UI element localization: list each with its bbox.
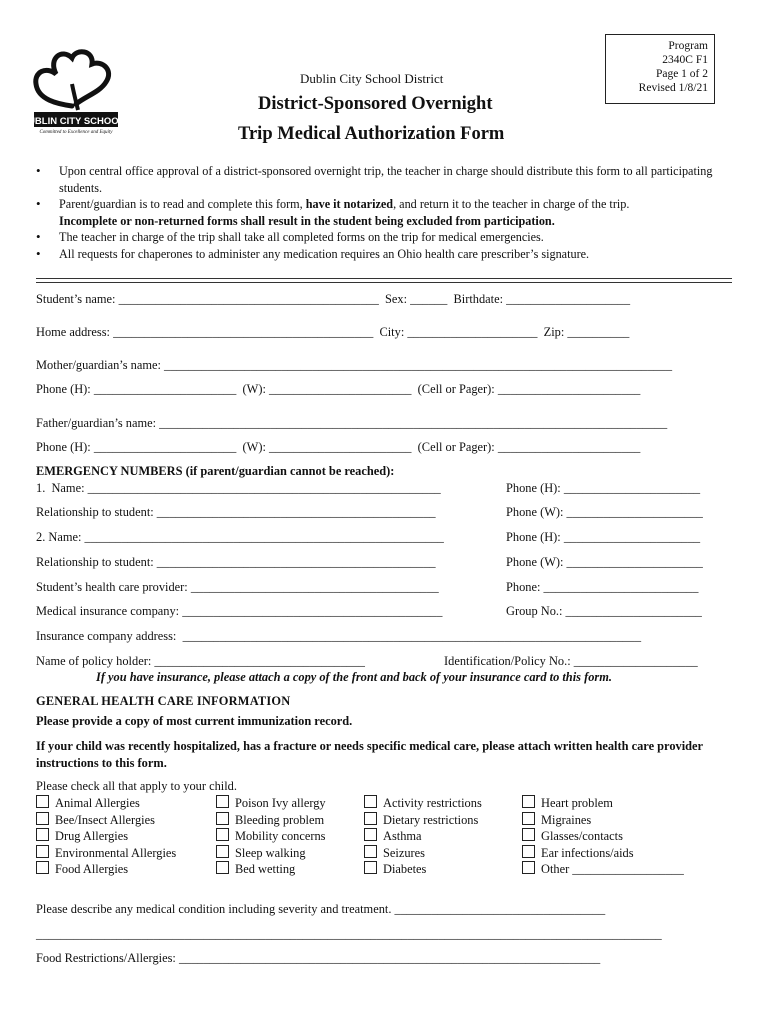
checkbox-icon[interactable] bbox=[522, 861, 535, 874]
checkbox-icon[interactable] bbox=[36, 795, 49, 808]
checkbox-icon[interactable] bbox=[364, 812, 377, 825]
program-code: 2340C F1 bbox=[662, 54, 708, 66]
father-phone-field[interactable]: Phone (H): _______________________ (W): _______________________ (Cell or Pager): _______________________ bbox=[36, 440, 641, 454]
condition-checkbox[interactable]: Ear infections/aids bbox=[522, 845, 684, 862]
medical-condition-field-line-2[interactable]: _____________________________________________________________________________________________________ bbox=[36, 927, 662, 941]
condition-checkbox[interactable]: Bed wetting bbox=[216, 861, 326, 878]
checkbox-icon[interactable] bbox=[364, 845, 377, 858]
condition-checkbox[interactable]: Sleep walking bbox=[216, 845, 326, 862]
divider bbox=[36, 278, 732, 279]
policy-holder-field[interactable]: Name of policy holder: __________________________________ bbox=[36, 654, 366, 668]
policy-number-field[interactable]: Identification/Policy No.: ____________________ bbox=[444, 654, 698, 668]
emergency-2-name-field[interactable]: 2. Name: __________________________________________________________ bbox=[36, 530, 444, 544]
checkbox-icon[interactable] bbox=[216, 795, 229, 808]
condition-checkbox[interactable]: Mobility concerns bbox=[216, 828, 326, 845]
checkbox-icon[interactable] bbox=[364, 861, 377, 874]
emergency-1-relationship-field[interactable]: Relationship to student: _____________________________________________ bbox=[36, 505, 436, 519]
instruction-item: • Parent/guardian is to read and complete this form, have it notarized, and return it to the teacher in charge of the trip. Incomplete or non-returned forms shall result in the student being excluded from participation. bbox=[36, 196, 736, 229]
checkbox-icon[interactable] bbox=[364, 795, 377, 808]
condition-checkbox[interactable]: Poison Ivy allergy bbox=[216, 795, 326, 812]
checklist-column-4 bbox=[522, 795, 684, 878]
checklist-column-2 bbox=[216, 795, 326, 878]
checkbox-icon[interactable] bbox=[522, 795, 535, 808]
checkbox-icon[interactable] bbox=[36, 812, 49, 825]
checkbox-icon[interactable] bbox=[216, 828, 229, 841]
insurance-address-field[interactable]: Insurance company address: __________________________________________________________________________ bbox=[36, 629, 642, 643]
provider-phone-field[interactable]: Phone: _________________________ bbox=[506, 580, 699, 594]
hospitalized-note: If your child was recently hospitalized, has a fracture or needs specific medical care, please attach written health care provider instructions to this form. bbox=[36, 739, 703, 770]
checkbox-icon[interactable] bbox=[216, 845, 229, 858]
condition-checkbox[interactable]: Activity restrictions bbox=[364, 795, 482, 812]
condition-checkbox[interactable]: Other __________________ bbox=[522, 861, 684, 878]
emergency-1-phone-h-field[interactable]: Phone (H): ______________________ bbox=[506, 481, 701, 495]
condition-checkbox[interactable]: Bleeding problem bbox=[216, 812, 326, 829]
condition-checkbox[interactable]: Diabetes bbox=[364, 861, 482, 878]
revised-date: Revised 1/8/21 bbox=[638, 82, 708, 94]
checkbox-icon[interactable] bbox=[522, 845, 535, 858]
condition-checkbox[interactable]: Glasses/contacts bbox=[522, 828, 684, 845]
form-title-line-1: District-Sponsored Overnight bbox=[258, 94, 493, 114]
condition-checkbox[interactable]: Environmental Allergies bbox=[36, 845, 176, 862]
district-name: Dublin City School District bbox=[300, 71, 444, 86]
health-provider-field[interactable]: Student’s health care provider: ________________________________________ bbox=[36, 580, 439, 594]
emergency-2-relationship-field[interactable]: Relationship to student: _____________________________________________ bbox=[36, 555, 436, 569]
instruction-item: • All requests for chaperones to administer any medication requires an Ohio health care prescriber’s signature. bbox=[36, 246, 736, 263]
form-title-line-2: Trip Medical Authorization Form bbox=[238, 124, 505, 144]
condition-checkbox[interactable]: Dietary restrictions bbox=[364, 812, 482, 829]
condition-checkbox[interactable]: Migraines bbox=[522, 812, 684, 829]
condition-checkbox[interactable]: Seizures bbox=[364, 845, 482, 862]
food-restrictions-field[interactable]: Food Restrictions/Allergies: ____________________________________________________________________ bbox=[36, 951, 601, 965]
checklist-column-3 bbox=[364, 795, 482, 878]
condition-checkbox[interactable]: Food Allergies bbox=[36, 861, 176, 878]
emergency-heading: EMERGENCY NUMBERS (if parent/guardian cannot be reached): bbox=[36, 464, 395, 478]
condition-checkbox[interactable]: Animal Allergies bbox=[36, 795, 176, 812]
general-health-heading: GENERAL HEALTH CARE INFORMATION bbox=[36, 694, 291, 708]
checkbox-icon[interactable] bbox=[364, 828, 377, 841]
condition-checkbox[interactable]: Drug Allergies bbox=[36, 828, 176, 845]
emergency-1-name-field[interactable]: 1. Name: _________________________________________________________ bbox=[36, 481, 441, 495]
checkbox-icon[interactable] bbox=[36, 861, 49, 874]
checkbox-icon[interactable] bbox=[36, 845, 49, 858]
program-label: Program bbox=[668, 40, 708, 52]
program-info-box bbox=[605, 34, 715, 104]
instruction-item: • Upon central office approval of a district-sponsored overnight trip, the teacher in charge should distribute this form to all participating students. bbox=[36, 163, 736, 196]
check-all-label: Please check all that apply to your child. bbox=[36, 779, 237, 793]
condition-checkbox[interactable]: Asthma bbox=[364, 828, 482, 845]
checkbox-icon[interactable] bbox=[216, 861, 229, 874]
emergency-2-phone-h-field[interactable]: Phone (H): ______________________ bbox=[506, 530, 701, 544]
checkbox-icon[interactable] bbox=[216, 812, 229, 825]
instructions-list bbox=[36, 163, 736, 263]
immunization-note: Please provide a copy of most current immunization record. bbox=[36, 714, 353, 728]
insurance-note: If you have insurance, please attach a copy of the front and back of your insurance card to this form. bbox=[96, 670, 612, 684]
checkbox-icon[interactable] bbox=[522, 828, 535, 841]
condition-checkbox[interactable]: Bee/Insect Allergies bbox=[36, 812, 176, 829]
medical-condition-field[interactable]: Please describe any medical condition including severity and treatment. __________________________________ bbox=[36, 902, 606, 916]
checkbox-icon[interactable] bbox=[36, 828, 49, 841]
instruction-item: • The teacher in charge of the trip shall take all completed forms on the trip for medical emergencies. bbox=[36, 229, 736, 246]
dublin-city-schools-logo bbox=[21, 44, 131, 136]
student-name-field[interactable]: Student’s name: __________________________________________ Sex: ______ Birthdate: ____________________ bbox=[36, 292, 631, 306]
emergency-2-phone-w-field[interactable]: Phone (W): ______________________ bbox=[506, 555, 703, 569]
emergency-1-phone-w-field[interactable]: Phone (W): ______________________ bbox=[506, 505, 703, 519]
svg-text:Committed to Excellence and Eq: Committed to Excellence and Equity bbox=[39, 130, 113, 135]
home-address-field[interactable]: Home address: __________________________________________ City: _____________________ Zip: __________ bbox=[36, 325, 630, 339]
mother-phone-field[interactable]: Phone (H): _______________________ (W): _______________________ (Cell or Pager): _______________________ bbox=[36, 382, 641, 396]
insurance-company-field[interactable]: Medical insurance company: __________________________________________ bbox=[36, 604, 443, 618]
page-number: Page 1 of 2 bbox=[655, 68, 708, 80]
divider bbox=[36, 282, 732, 283]
group-number-field[interactable]: Group No.: ______________________ bbox=[506, 604, 702, 618]
checklist-column-1 bbox=[36, 795, 176, 878]
condition-checkbox[interactable]: Heart problem bbox=[522, 795, 684, 812]
checkbox-icon[interactable] bbox=[522, 812, 535, 825]
father-name-field[interactable]: Father/guardian’s name: __________________________________________________________________________________ bbox=[36, 416, 668, 430]
svg-text:DUBLIN CITY SCHOOLS: DUBLIN CITY SCHOOLS bbox=[21, 116, 131, 127]
mother-name-field[interactable]: Mother/guardian’s name: __________________________________________________________________________________ bbox=[36, 358, 673, 372]
